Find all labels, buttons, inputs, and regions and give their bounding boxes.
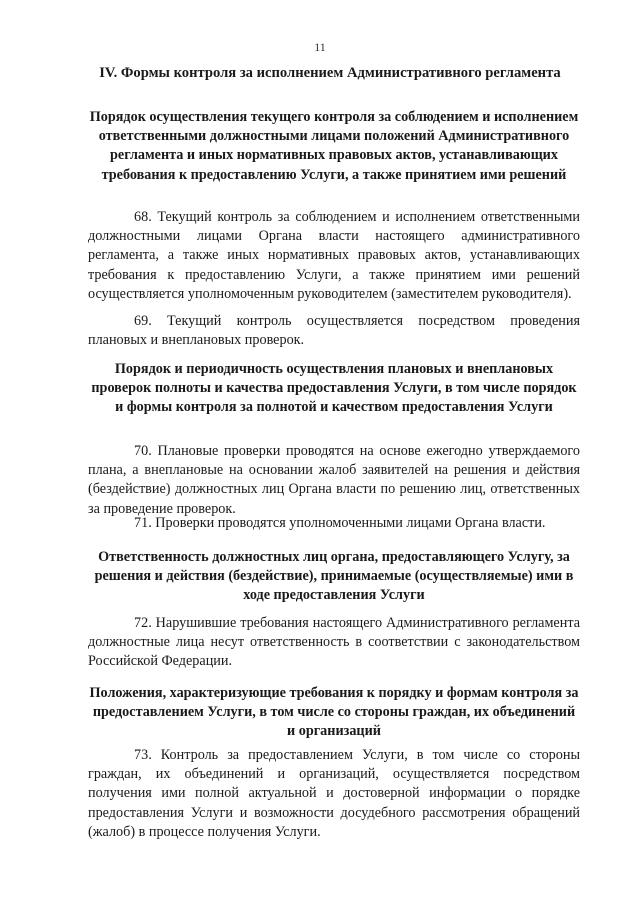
paragraph-72: 72. Нарушившие требования настоящего Административного регламента должностные лица несут ответственность в соответствии с законодательством Российской Федерации. xyxy=(88,615,580,670)
section-heading-inspections: Порядок и периодичность осуществления плановых и внеплановых проверок полноты и качества предоставления Услуги, в том числе порядок и формы контроля за полнотой и качеством предоставления Услуги xyxy=(91,361,577,416)
page-number: 11 xyxy=(314,40,326,54)
section-heading-control-requirements: Положения, характеризующие требования к порядку и формам контроля за предоставлением Услуги, в том числе со стороны граждан, их объединений и организаций xyxy=(89,685,579,740)
section-heading-responsibility: Ответственность должностных лиц органа, предоставляющего Услугу, за решения и действия (бездействие), принимаемые (осуществляемые) ими в ходе предоставления Услуги xyxy=(94,549,574,604)
paragraph-68: 68. Текущий контроль за соблюдением и исполнением ответственными должностными лицами Органа власти настоящего административного регламента, а также иных нормативных правовых актов, устанавливающих требования к предоставлению Услуги, а также принятием ими решений осуществляется уполномоченным руководителем (заместителем руководителя). xyxy=(88,209,580,302)
section-heading-current-control: Порядок осуществления текущего контроля за соблюдением и исполнением ответственными должностными лицами положений Административного регламента и иных нормативных правовых актов, устанавливающих требования к предоставлению Услуги, а также принятием ими решений xyxy=(89,109,579,183)
paragraph-69: 69. Текущий контроль осуществляется посредством проведения плановых и внеплановых проверок. xyxy=(88,313,580,349)
paragraph-70: 70. Плановые проверки проводятся на основе ежегодно утверждаемого плана, а внеплановые на основании жалоб заявителей на решения и действия (бездействие) должностных лиц Органа власти по решению лиц, ответственных за проведение проверок. xyxy=(88,443,580,517)
chapter-title: IV. Формы контроля за исполнением Административного регламента xyxy=(99,65,561,81)
paragraph-73: 73. Контроль за предоставлением Услуги, в том числе со стороны граждан, их объединений и организаций, осуществляется посредством получения ими полной актуальной и достоверной информации о порядке предоставления Услуги и возможности досудебного рассмотрения обращений (жалоб) в процессе получения Услуги. xyxy=(88,747,580,840)
paragraph-71: 71. Проверки проводятся уполномоченными лицами Органа власти. xyxy=(134,515,546,531)
